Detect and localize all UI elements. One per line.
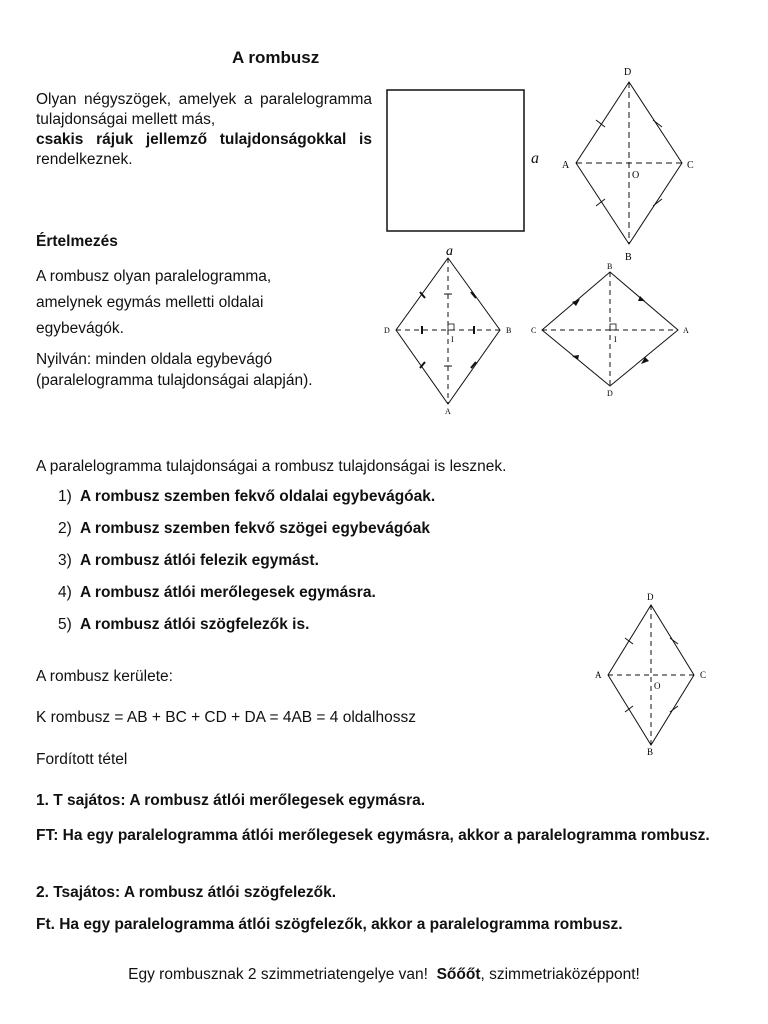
center-label: O: [654, 681, 661, 691]
converse-ft1: FT: Ha egy paralelogramma átlói merőlegesek egymásra, akkor a paralelogramma rombusz.: [36, 827, 710, 844]
vertex-label: D: [607, 389, 613, 398]
center-label: I: [614, 335, 617, 344]
converse-t2: 2. Tsajátos: A rombusz átlói szögfelezők.: [36, 884, 337, 901]
intro-bold-text: csakis rájuk jellemző tulajdonságokkal is: [36, 131, 372, 148]
vertex-label: C: [700, 670, 707, 680]
list-item: 1) A rombusz szemben fekvő oldalai egybevágóak.: [58, 488, 436, 505]
vertex-label: A: [562, 160, 570, 171]
rhombus-figure-1: [555, 62, 705, 267]
intro-end-text: rendelkeznek.: [36, 151, 133, 168]
properties-intro: A paralelogramma tulajdonságai a rombusz tulajdonságai is lesznek.: [36, 458, 507, 475]
definition-note: Nyilván: minden oldala egybevágó (paralelogramma tulajdonságai alapján).: [36, 351, 313, 389]
square-side-label: a: [531, 150, 539, 167]
footer-note: Egy rombusznak 2 szimmetriatengelye van! Sőőőt, szimmetriaközéppont!: [128, 966, 640, 983]
perimeter-formula: K rombusz = AB + BC + CD + DA = 4AB = 4 oldalhossz: [36, 709, 416, 726]
converse-t1: 1. T sajátos: A rombusz átlói merőlegesek egymásra.: [36, 792, 426, 809]
center-label: I: [451, 335, 454, 344]
intro-paragraph: [36, 90, 372, 170]
vertex-label: A: [683, 326, 689, 335]
rhombus-figure-2: [380, 242, 520, 417]
list-item: 3) A rombusz átlói felezik egymást.: [58, 552, 319, 569]
converse-heading: Fordított tétel: [36, 751, 128, 768]
definition-heading: Értelmezés: [36, 233, 118, 250]
vertex-label: C: [687, 160, 694, 171]
vertex-label: B: [625, 252, 632, 263]
center-label: O: [632, 170, 640, 181]
vertex-label: D: [647, 592, 654, 602]
list-item: 5) A rombusz átlói szögfelezők is.: [58, 616, 310, 633]
list-item: 2) A rombusz szemben fekvő szögei egybevágóak: [58, 520, 431, 537]
vertex-label: D: [624, 67, 632, 78]
page-title: A rombusz: [232, 48, 320, 67]
perimeter-heading: A rombusz kerülete:: [36, 668, 173, 685]
vertex-label: B: [647, 747, 654, 757]
square-figure: [380, 86, 530, 236]
vertex-label: A: [595, 670, 602, 680]
list-item: 4) A rombusz átlói merőlegesek egymásra.: [58, 584, 376, 601]
side-label: a: [446, 244, 453, 259]
vertex-label: C: [531, 326, 537, 335]
vertex-label: A: [445, 407, 451, 416]
converse-ft2: Ft. Ha egy paralelogramma átlói szögfelezők, akkor a paralelogramma rombusz.: [36, 916, 623, 933]
rhombus-figure-4: [590, 588, 720, 763]
vertex-label: D: [384, 326, 390, 335]
vertex-label: B: [607, 262, 613, 271]
rhombus-figure-3: [528, 260, 698, 400]
vertex-label: B: [506, 326, 512, 335]
properties-list: [58, 486, 435, 646]
intro-text: Olyan négyszögek, amelyek a paralelogramma tulajdonságai mellett más,: [36, 91, 372, 128]
definition-text: A rombusz olyan paralelogramma, amelynek egymás melletti oldalai egybevágók.: [36, 268, 272, 337]
